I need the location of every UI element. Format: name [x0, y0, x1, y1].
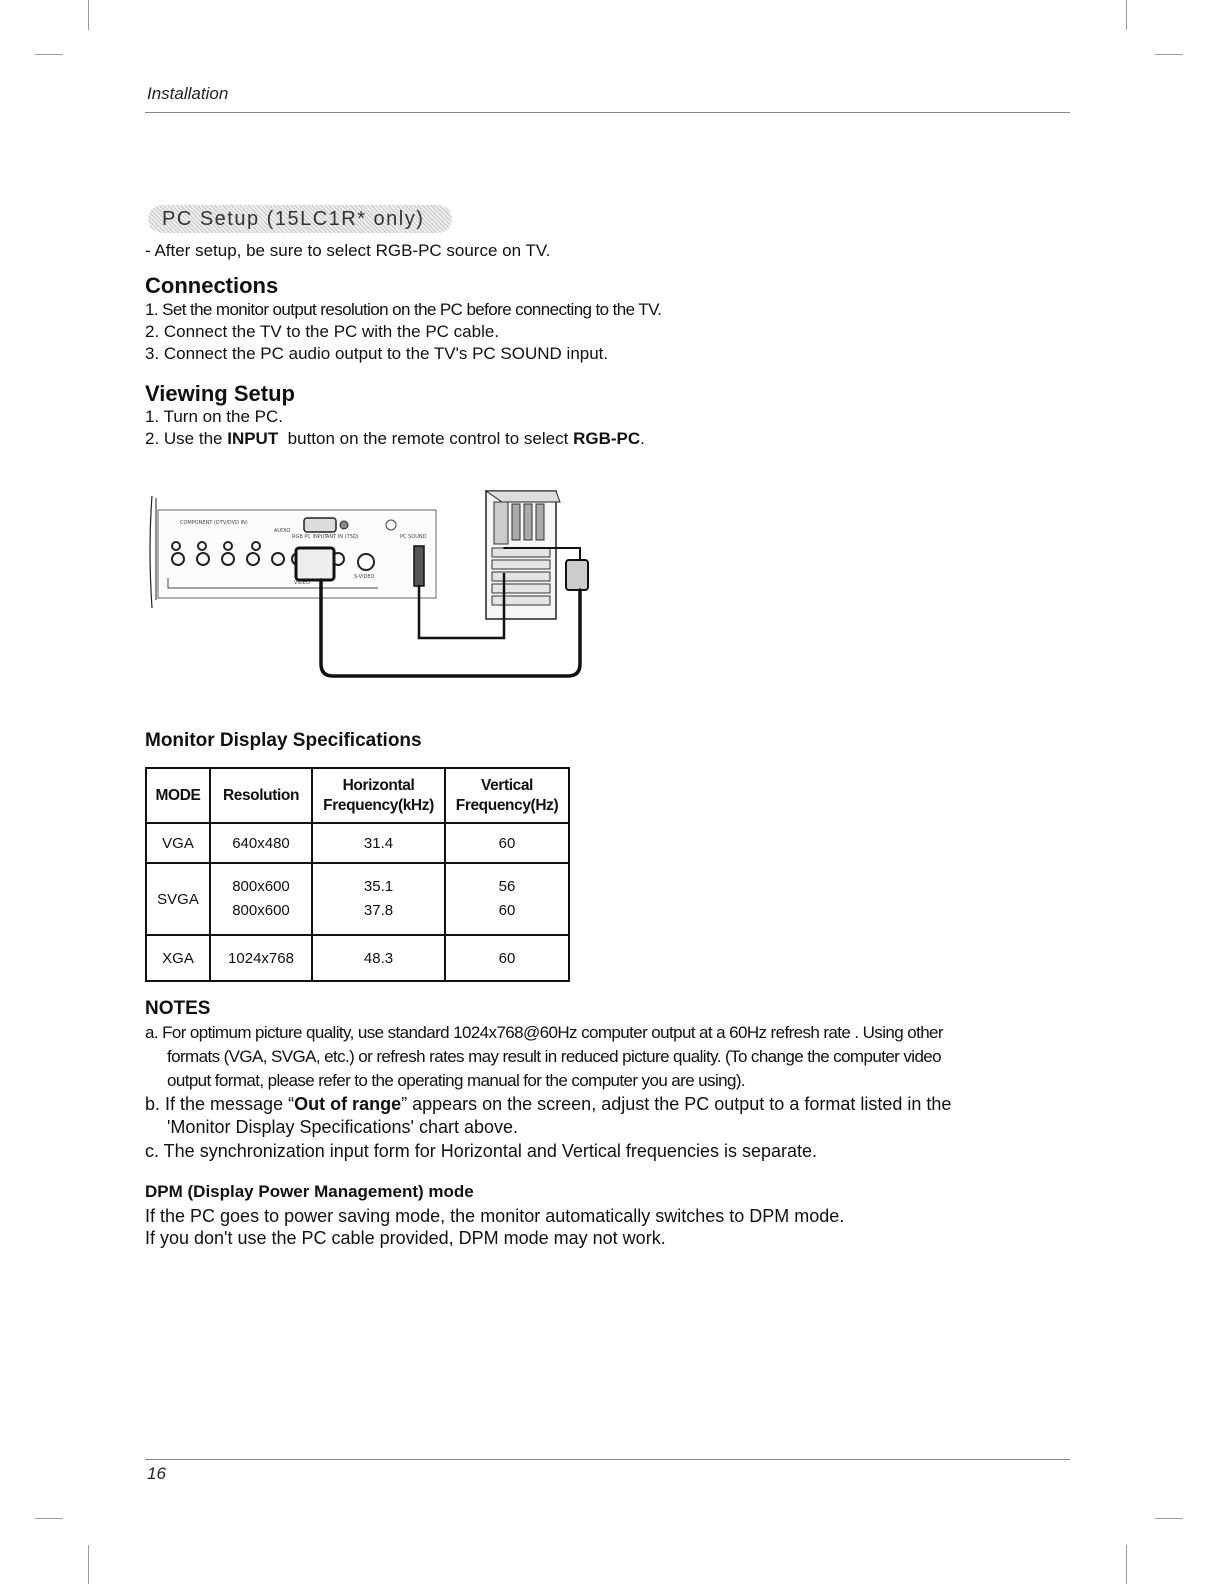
note-a: a. For optimum picture quality, use standard 1024x768@60Hz computer output at a 60Hz refresh rate . Using other	[145, 1023, 943, 1042]
crop-mark	[1155, 54, 1183, 55]
crop-mark	[88, 0, 89, 30]
vertical-header: Vertical Frequency(Hz)	[445, 768, 569, 823]
audio-plug-icon	[414, 546, 424, 586]
s-video-label: S-VIDEO	[354, 574, 375, 580]
dpm-text: If the PC goes to power saving mode, the monitor automatically switches to DPM mode.	[145, 1206, 845, 1226]
crop-mark	[1126, 0, 1127, 30]
jack-icon	[172, 553, 184, 565]
tv-rear-panel	[150, 496, 436, 608]
connections-step: 1. Set the monitor output resolution on the PC before connecting to the TV.	[145, 300, 662, 319]
mode-cell: SVGA	[146, 863, 210, 935]
table-header-row	[146, 768, 569, 823]
horizontal-cell: 35.1 37.8	[312, 863, 445, 935]
dpm-text: If you don't use the PC cable provided, DPM mode may not work.	[145, 1228, 666, 1248]
note-a-continued: formats (VGA, SVGA, etc.) or refresh rates may result in reduced picture quality. (To change the computer video	[167, 1047, 942, 1066]
horizontal-header: Horizontal Frequency(kHz)	[312, 768, 445, 823]
mode-header: MODE	[146, 768, 210, 823]
jack-icon	[272, 553, 284, 565]
crop-mark	[35, 1518, 63, 1519]
notes-heading: NOTES	[145, 998, 211, 1019]
section-header: Installation	[147, 84, 229, 103]
specs-table	[145, 767, 570, 982]
resolution-cell: 800x600 800x600	[210, 863, 312, 935]
header-rule	[145, 112, 1070, 113]
vga-port-icon	[304, 518, 336, 532]
footer-rule	[145, 1459, 1070, 1460]
connections-step: 2. Connect the TV to the PC with the PC cable.	[145, 322, 500, 341]
vertical-cell: 56 60	[445, 863, 569, 935]
connection-diagram	[148, 488, 598, 688]
crop-mark	[35, 54, 63, 55]
jack-icon	[198, 542, 206, 550]
s-video-jack-icon	[358, 554, 374, 570]
crop-mark	[1155, 1518, 1183, 1519]
dpm-heading: DPM (Display Power Management) mode	[145, 1182, 474, 1201]
resolution-cell: 1024x768	[210, 935, 312, 981]
rgb-pc-input-label: RGB PC INPUT	[292, 534, 328, 540]
viewing-step: 1. Turn on the PC.	[145, 407, 283, 426]
page-number: 16	[147, 1464, 166, 1483]
video-label: VIDEO	[294, 580, 310, 586]
specs-heading: Monitor Display Specifications	[145, 730, 422, 751]
pc-sound-label: PC SOUND	[400, 534, 427, 540]
jack-icon	[197, 553, 209, 565]
viewing-step: 2. Use the INPUT button on the remote control to select RGB-PC.	[145, 429, 645, 448]
note-b-continued: 'Monitor Display Specifications' chart above.	[167, 1117, 519, 1137]
table-row	[146, 935, 569, 981]
resolution-header: Resolution	[210, 768, 312, 823]
pc-vga-plug-icon	[566, 560, 588, 590]
connections-heading: Connections	[145, 273, 279, 298]
note-a-continued: output format, please refer to the operating manual for the computer you are using).	[167, 1071, 746, 1090]
table-row	[146, 863, 569, 935]
vertical-cell: 60	[445, 823, 569, 863]
jack-icon	[252, 542, 260, 550]
pc-sound-port-icon	[386, 520, 396, 530]
vga-plug-icon	[296, 548, 334, 580]
connections-step: 3. Connect the PC audio output to the TV's PC SOUND input.	[145, 344, 609, 363]
component-label: COMPONENT (DTV/DVD IN)	[180, 520, 248, 526]
horizontal-cell: 31.4	[312, 823, 445, 863]
intro-note: - After setup, be sure to select RGB-PC source on TV.	[145, 241, 551, 260]
section-banner: PC Setup (15LC1R* only)	[148, 205, 452, 233]
mode-cell: XGA	[146, 935, 210, 981]
horizontal-cell: 48.3	[312, 935, 445, 981]
jack-icon	[172, 542, 180, 550]
note-b: b. If the message “Out of range” appears on the screen, adjust the PC output to a format listed in the	[145, 1094, 952, 1114]
crop-mark	[88, 1545, 89, 1584]
jack-icon	[222, 553, 234, 565]
jack-icon	[224, 542, 232, 550]
ant-in-label: ANT IN (75Ω)	[326, 534, 359, 540]
vertical-cell: 60	[445, 935, 569, 981]
source-name: RGB-PC	[573, 429, 641, 448]
audio-label: AUDIO	[274, 528, 291, 534]
table-row	[146, 823, 569, 863]
resolution-cell: 640x480	[210, 823, 312, 863]
mode-cell: VGA	[146, 823, 210, 863]
viewing-heading: Viewing Setup	[145, 381, 295, 406]
antenna-port-icon	[340, 521, 348, 529]
out-of-range-message: Out of range	[294, 1094, 402, 1114]
note-c: c. The synchronization input form for Horizontal and Vertical frequencies is separate.	[145, 1141, 818, 1161]
input-button-name: INPUT	[227, 429, 279, 448]
crop-mark	[1126, 1545, 1127, 1584]
jack-icon	[247, 553, 259, 565]
pc-rear-panel	[486, 491, 588, 619]
